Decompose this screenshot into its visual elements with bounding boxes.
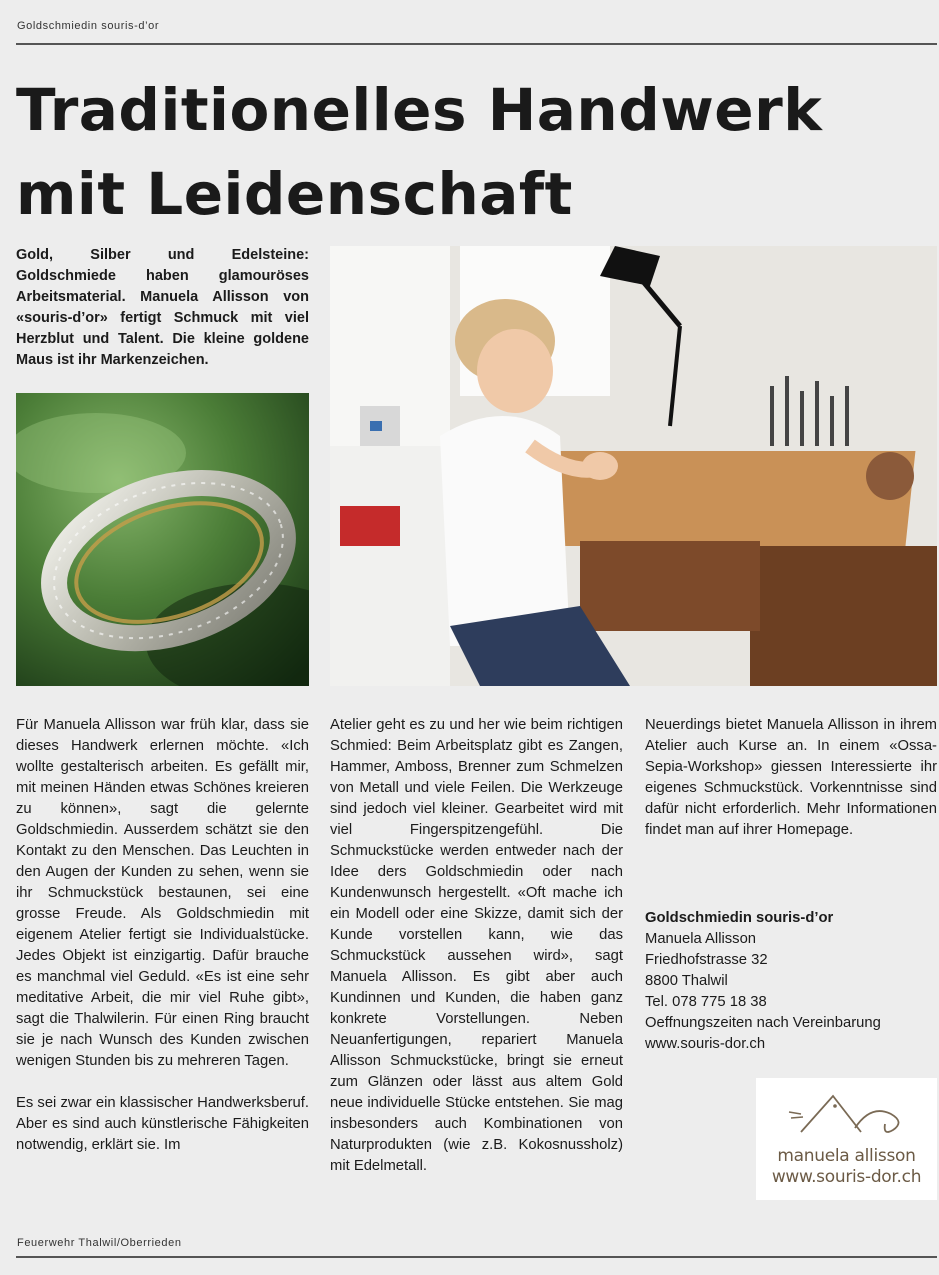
paragraph: Es sei zwar ein klassischer Handwerksberuf. Aber es sind auch künstlerische Fähigkeiten notwendig, erklärt sie. Im [16,1095,309,1153]
ring-illustration [16,393,309,686]
logo-url: www.souris-dor.ch [771,1167,922,1187]
contact-block [645,908,937,1055]
article-title: Traditionelles Handwerk mit Leidenschaft [16,76,823,228]
contact-city: 8800 Thalwil [645,973,728,989]
contact-website[interactable]: www.souris-dor.ch [645,1036,766,1052]
text-column-1 [16,715,309,1177]
contact-hours: Oeffnungszeiten nach Vereinbarung [645,1015,881,1031]
contact-phone: Tel. 078 775 18 38 [645,994,767,1010]
ring-photo [16,393,309,686]
logo-name: manuela allisson [777,1146,916,1166]
mouse-logo-icon [781,1084,911,1144]
text-column-2 [330,715,623,1198]
paragraph: Atelier geht es zu und her wie beim richtigen Schmied: Beim Arbeitsplatz gibt es Zangen, Hammer, Amboss, Brenner zum Schmelzen von Metall und viele Feilen. Die Werkzeuge sind jedoch viel kleiner. Gearbeitet wird mit viel Fingerspitzengefühl. Die Schmuckstücke werden entweder nach der Idee ders Goldschmiedin oder nach Kundenwunsch hergestellt. «Oft mache ich ein Modell oder eine Skizze, damit sich der Kunde vorstellen kann, wie das Schmuckstück aussehen wird», sagt Manuela Allisson. Es gibt aber auch Kundinnen und Kunden, die haben ganz konkrete Vorstellungen. Neben Neuanfertigungen, repariert Manuela Allisson Schmuckstücke, bringt sie erneut zum Glänzen oder lässt aus altem Gold neue individuelle Stücke entstehen. Sie mag insbesonders auch Kombinationen von Naturprodukten (wie z.B. Kokosnussholz) mit Edelmetall. [330,717,623,1174]
contact-street: Friedhofstrasse 32 [645,952,768,968]
text-column-3 [645,715,937,862]
running-head: Goldschmiedin souris-d’or [17,20,160,32]
footer-rule [16,1256,937,1258]
contact-person: Manuela Allisson [645,931,757,947]
paragraph: Für Manuela Allisson war früh klar, dass sie dieses Handwerk erlernen möchte. «Ich wollte gestalterisch arbeiten. Es gefällt mir, mit meinen Händen etwas Schönes kreieren zu können», sagt die gelernte Goldschmiedin. Ausserdem schätzt sie den Kontakt zu den Menschen. Das Leuchten in den Augen der Kunden zu sehen, wenn sie ihr Schmuckstück bestaunen, sei eine grosse Freude. Als Goldschmiedin mit eigenem Atelier fertigt sie Individualstücke. Jedes Objekt ist einzigartig. Dafür brauche es manchmal viel Geduld. «Es ist eine sehr meditative Arbeit, die mir viel Ruhe gibt», sagt die Thalwilerin. Für einen Ring braucht sie je nach Wunsch des Kunden zwischen wenigen Stunden bis zu mehreren Tagen. [16,717,309,1069]
paragraph: Neuerdings bietet Manuela Allisson in ihrem Atelier auch Kurse an. In einem «Ossa-Sepia-Workshop» giessen Interessierte ihr eigenes Schmuckstück. Vorkenntnisse sind dafür nicht erforderlich. Mehr Informationen findet man auf ihrer Homepage. [645,717,937,838]
running-foot: Feuerwehr Thalwil/Oberrieden [17,1237,182,1249]
brand-logo [756,1078,937,1200]
goldsmith-illustration [330,246,937,686]
header-rule [16,43,937,45]
article-lead: Gold, Silber und Edelsteine: Goldschmiede haben glamouröses Arbeitsmaterial. Manuela Allisson von «souris-d’or» fertigt Schmuck mit viel Herzblut und Talent. Die kleine goldene Maus ist ihr Markenzeichen. [16,247,309,368]
contact-company: Goldschmiedin souris-d’or [645,910,834,926]
workbench-photo [330,246,937,686]
